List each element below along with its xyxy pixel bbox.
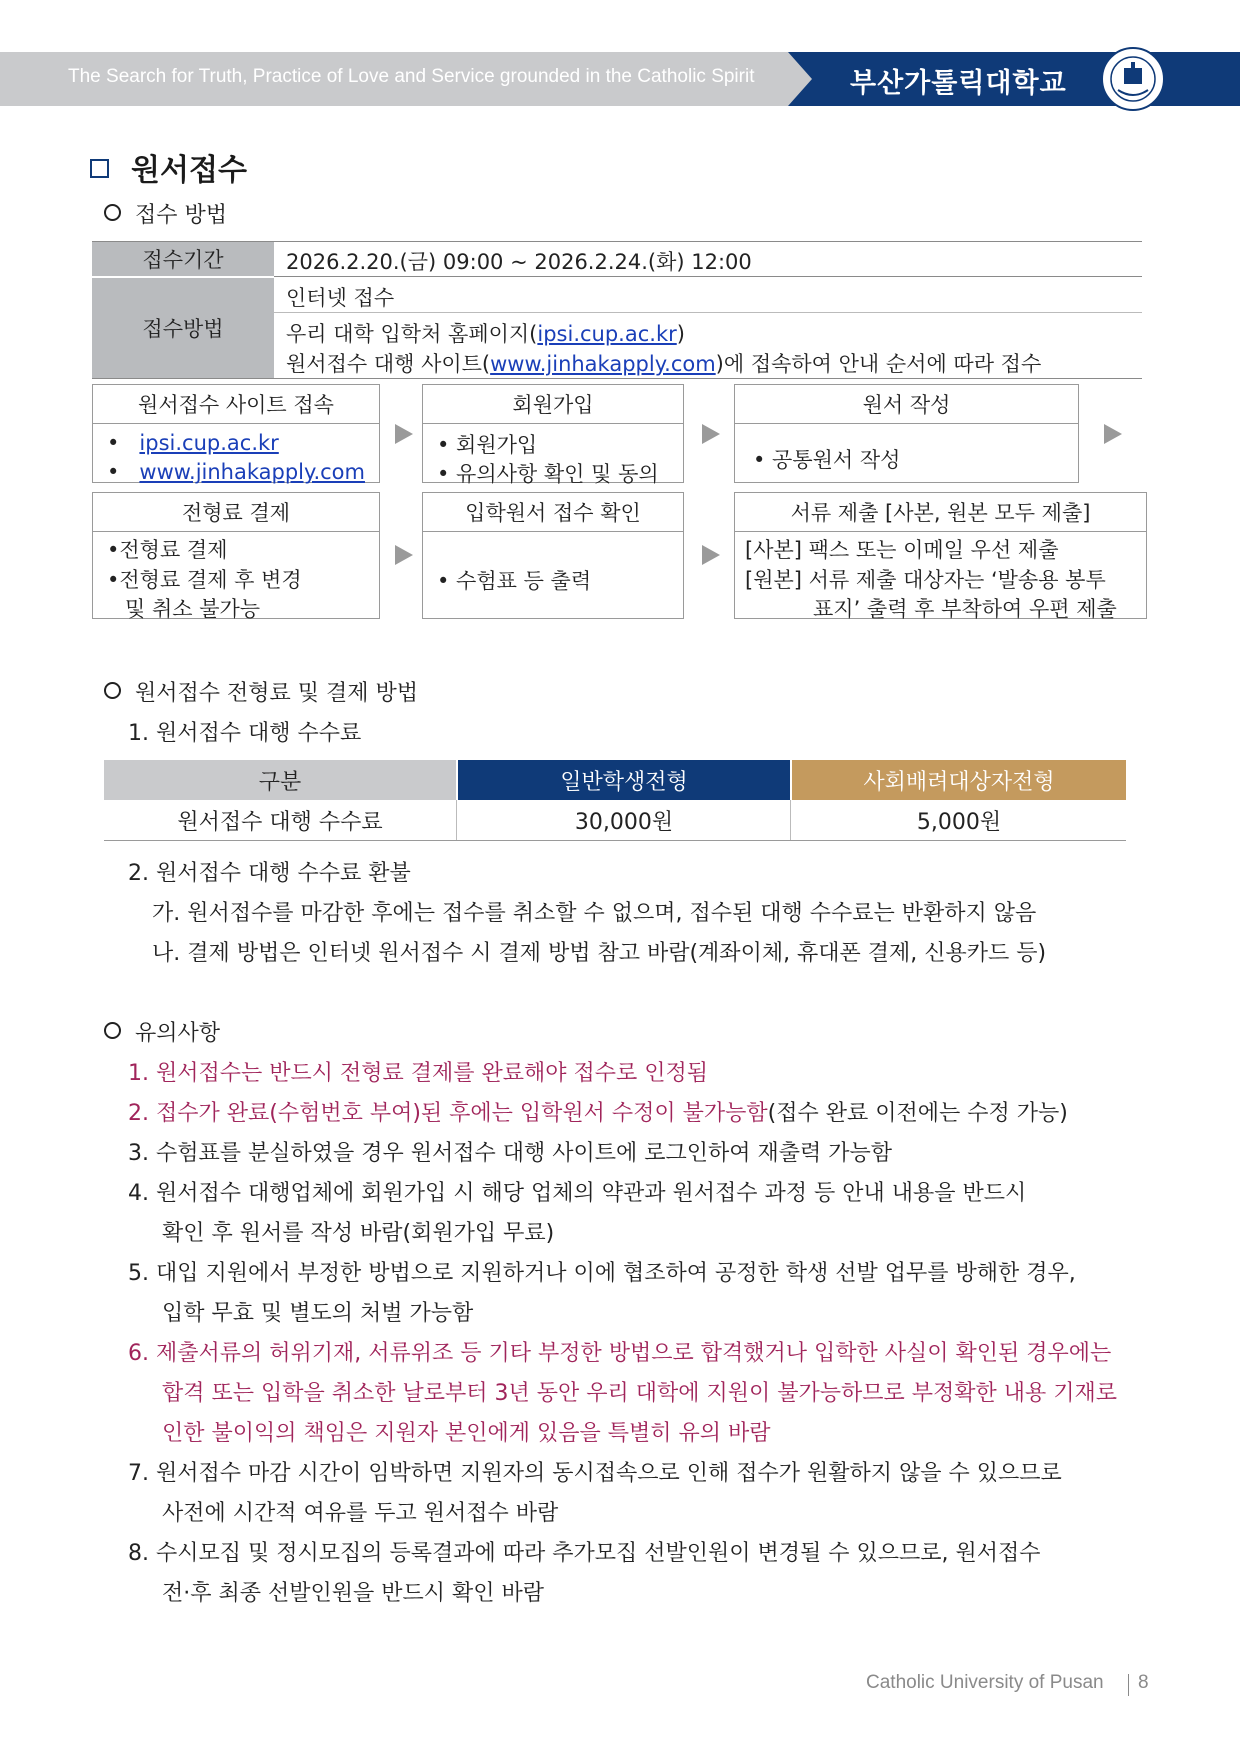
fee-table-bottom-rule: [104, 840, 1126, 841]
method-label: 접수방법: [92, 278, 274, 378]
table-bottom-rule: [92, 378, 1142, 379]
note-6-line-2: 합격 또는 입학을 취소한 날로부터 3년 동안 우리 대학에 지원이 불가능하므로 부정확한 내용 기재로: [162, 1381, 1117, 1406]
fee-general-value: 30,000원: [574, 809, 674, 835]
flow-arrow-icon: [395, 545, 413, 565]
note-5-line-1: 5. 대입 지원에서 부정한 방법으로 지원하거나 이에 협조하여 공정한 학생 선발 업무를 방해한 경우,: [128, 1261, 1076, 1286]
fee-col-general: 일반학생전형: [458, 760, 790, 800]
homepage-link[interactable]: ipsi.cup.ac.kr: [537, 322, 677, 346]
flow-arrow-icon: [395, 424, 413, 444]
flow-step-confirm-receipt: 입학원서 접수 확인 • 수험표 등 출력: [422, 492, 684, 619]
notes-heading: 유의사항: [104, 1016, 220, 1047]
flow-step-write-application: 원서 작성 • 공통원서 작성: [734, 384, 1079, 483]
fee-divider: [790, 800, 791, 840]
fee-sub-heading-2: 2. 원서접수 대행 수수료 환불: [128, 861, 411, 886]
fee-col-label: 구분: [104, 760, 456, 800]
method-line-internet: 인터넷 접수: [286, 286, 395, 310]
footer-text: Catholic University of Pusan: [866, 1672, 1104, 1693]
flow-link-jinhak[interactable]: www.jinhakapply.com: [139, 460, 365, 484]
header-tagline: The Search for Truth, Practice of Love and Service grounded in the Catholic Spirit: [68, 66, 755, 87]
flow-link-ipsi[interactable]: ipsi.cup.ac.kr: [139, 431, 279, 455]
circle-bullet-icon: [104, 1022, 121, 1039]
flow-step-payment: 전형료 결제 •전형료 결제 •전형료 결제 후 변경 및 취소 불가능: [92, 492, 380, 619]
method-line-homepage: 우리 대학 입학처 홈페이지(ipsi.cup.ac.kr): [286, 322, 685, 346]
note-3: 3. 수험표를 분실하였을 경우 원서접수 대행 사이트에 로그인하여 재출력 가능함: [128, 1141, 892, 1166]
circle-bullet-icon: [104, 204, 121, 221]
fee-row-label: 원서접수 대행 수수료: [177, 809, 383, 835]
fee-heading: 원서접수 전형료 및 결제 방법: [104, 676, 418, 707]
note-4-line-2: 확인 후 원서를 작성 바람(회원가입 무료): [162, 1221, 555, 1246]
circle-bullet-icon: [104, 682, 121, 699]
flow-step-site-access: 원서접수 사이트 접속 • ipsi.cup.ac.kr • www.jinhakapply.com: [92, 384, 380, 483]
note-6-line-3: 인한 불이익의 책임은 지원자 본인에게 있음을 특별히 유의 바람: [162, 1421, 771, 1446]
square-bullet-icon: [90, 159, 109, 178]
note-7-line-2: 사전에 시간적 여유를 두고 원서접수 바람: [162, 1501, 559, 1526]
agency-site-link[interactable]: www.jinhakapply.com: [490, 352, 716, 376]
note-4-line-1: 4. 원서접수 대행업체에 회원가입 시 해당 업체의 약관과 원서접수 과정 등 안내 내용을 반드시: [128, 1181, 1027, 1206]
note-8-line-2: 전·후 최종 선발인원을 반드시 확인 바람: [162, 1581, 544, 1606]
flow-step-submit-documents: 서류 제출 [사본, 원본 모두 제출] [사본] 팩스 또는 이메일 우선 제출 [원본] 서류 제출 대상자는 ‘발송용 봉투 표지’ 출력 후 부착하여 우편 제출: [734, 492, 1147, 619]
refund-note-b: 나. 결제 방법은 인터넷 원서접수 시 결제 방법 참고 바람(계좌이체, 휴대폰 결제, 신용카드 등): [152, 941, 1047, 966]
table-row-rule: [274, 276, 1142, 277]
page-number: 8: [1138, 1672, 1149, 1693]
fee-col-social: 사회배려대상자전형: [792, 760, 1126, 800]
table-inner-rule: [274, 312, 1142, 313]
refund-note-a: 가. 원서접수를 마감한 후에는 접수를 취소할 수 없으며, 접수된 대행 수수료는 반환하지 않음: [152, 901, 1037, 926]
method-line-agency: 원서접수 대행 사이트(www.jinhakapply.com)에 접속하여 안내 순서에 따라 접수: [286, 352, 1042, 376]
flow-arrow-icon: [702, 424, 720, 444]
flow-step-signup: 회원가입 • 회원가입 • 유의사항 확인 및 동의: [422, 384, 684, 483]
fee-sub-heading-1: 1. 원서접수 대행 수수료: [128, 721, 362, 746]
period-value: 2026.2.20.(금) 09:00 ~ 2026.2.24.(화) 12:00: [286, 250, 752, 274]
note-6-line-1: 6. 제출서류의 허위기재, 서류위조 등 기타 부정한 방법으로 합격했거나 입학한 사실이 확인된 경우에는: [128, 1341, 1112, 1366]
method-heading: 접수 방법: [104, 198, 227, 229]
fee-divider: [456, 800, 457, 840]
fee-social-value: 5,000원: [916, 809, 1002, 835]
section-title: 원서접수: [90, 145, 247, 189]
period-label: 접수기간: [92, 242, 274, 276]
footer-divider: [1128, 1674, 1129, 1696]
flow-arrow-icon: [1104, 424, 1122, 444]
flow-arrow-icon: [702, 545, 720, 565]
note-1: 1. 원서접수는 반드시 전형료 결제를 완료해야 접수로 인정됨: [128, 1061, 708, 1086]
note-2: 2. 접수가 완료(수험번호 부여)된 후에는 입학원서 수정이 불가능함(접수 완료 이전에는 수정 가능): [128, 1101, 1068, 1126]
note-5-line-2: 입학 무효 및 별도의 처벌 가능함: [162, 1301, 474, 1326]
university-name: 부산가톨릭대학교: [850, 68, 1067, 99]
note-7-line-1: 7. 원서접수 마감 시간이 임박하면 지원자의 동시접속으로 인해 접수가 원활하지 않을 수 있으므로: [128, 1461, 1062, 1486]
note-8-line-1: 8. 수시모집 및 정시모집의 등록결과에 따라 추가모집 선발인원이 변경될 수 있으므로, 원서접수: [128, 1541, 1041, 1566]
university-seal-logo: [1100, 46, 1166, 112]
